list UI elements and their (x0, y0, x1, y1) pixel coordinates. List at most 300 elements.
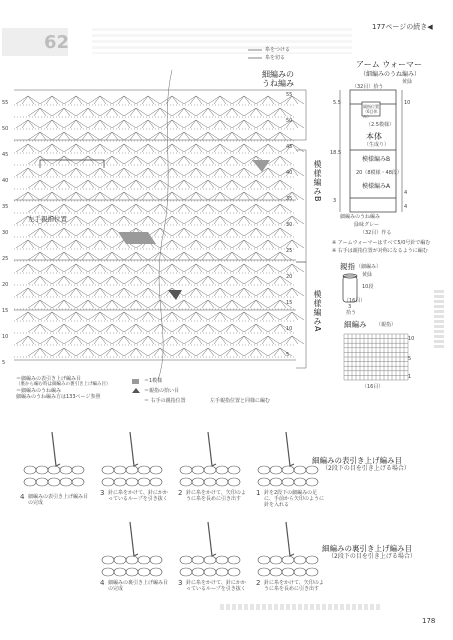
fan-stitch (100, 108, 124, 116)
thumb-width: 3 (348, 304, 352, 310)
fan-stitch (40, 120, 64, 128)
fan-stitch (88, 336, 112, 344)
fan-stitch (40, 336, 64, 344)
fan-stitch (124, 204, 148, 212)
fan-stitch (256, 288, 280, 296)
fan-stitch (256, 168, 280, 176)
fan-stitch (28, 108, 52, 116)
label-pattern-a: 模様編みA (313, 290, 322, 333)
armwarmer-note-1: ※ アームウォーマーはすべて5/0号針で編む (332, 240, 431, 246)
side-watermark (434, 290, 444, 350)
fan-stitch (172, 180, 196, 188)
armwarmer-dim-4: 4 (404, 190, 408, 196)
armwarmer-bottom-count: （32目）作る (360, 230, 392, 236)
fan-stitch (124, 156, 148, 164)
fan-stitch (184, 288, 208, 296)
armwarmer-body-color: （生成り） (364, 142, 390, 148)
fan-stitch (52, 228, 76, 236)
stitch-loop (270, 478, 282, 486)
label-left-thumb: 左手親指位置 (28, 215, 67, 223)
fan-stitch (160, 96, 184, 104)
stitch-loop (114, 568, 126, 576)
fan-stitch (172, 132, 196, 140)
thumb-title: 親指 (340, 262, 355, 271)
fan-stitch (184, 192, 208, 200)
armwarmer-dim-5: 4 (404, 204, 408, 210)
tech2-step4-text: 細編みの裏引き上げ編み目の完成 (108, 580, 169, 592)
fan-stitch (244, 132, 268, 140)
fan-stitch (208, 240, 232, 248)
fan-stitch (124, 300, 148, 308)
stitch-loop (192, 466, 204, 474)
fan-stitch (124, 180, 148, 188)
fan-stitch (196, 180, 220, 188)
fan-stitch (112, 192, 136, 200)
fan-stitch (172, 228, 196, 236)
thumb-height: 10段 (362, 284, 374, 290)
fan-stitch (16, 288, 40, 296)
fan-stitch (76, 276, 100, 284)
stitch-loop (294, 478, 306, 486)
stitch-loop (270, 568, 282, 576)
thumb-chart-row-10: 10 (408, 336, 415, 342)
fan-stitch (40, 240, 64, 248)
stitch-loop (150, 466, 162, 474)
stitch-loop (126, 478, 138, 486)
fan-stitch (88, 216, 112, 224)
fan-stitch (136, 168, 160, 176)
fan-stitch (76, 300, 100, 308)
fan-stitch (136, 216, 160, 224)
fan-stitch (220, 252, 244, 260)
stitch-loop (228, 568, 240, 576)
fan-stitch (160, 240, 184, 248)
fan-stitch (64, 96, 88, 104)
stitch-loop (228, 478, 240, 486)
fan-stitch (160, 216, 184, 224)
fan-stitch (52, 108, 76, 116)
thumb-color: 黄緑 (362, 272, 373, 278)
fan-stitch (220, 156, 244, 164)
fan-stitch (52, 180, 76, 188)
fan-stitch (40, 96, 64, 104)
stitch-loop (114, 466, 126, 474)
thumb-chart-count: （16目） (362, 384, 384, 390)
stitch-loop (258, 478, 270, 486)
label-rib-top: 細編みの うね編み (262, 70, 294, 88)
fan-stitch (256, 216, 280, 224)
fan-stitch (64, 264, 88, 272)
technique1-title: 細編みの表引き上げ編み目 (312, 456, 402, 465)
row-numbers-left: 55 50 45 40 35 30 25 20 15 10 5 (2, 100, 9, 366)
fan-stitch (244, 228, 268, 236)
tech1-step2-text: 針に糸をかけて、矢印のように糸を長めに引き出す (186, 490, 246, 502)
stitch-loop (138, 478, 150, 486)
fan-stitch (76, 348, 100, 356)
fan-stitch (52, 276, 76, 284)
fan-stitch (64, 120, 88, 128)
fan-stitch (88, 264, 112, 272)
stitch-loop (306, 466, 318, 474)
fan-stitch (220, 204, 244, 212)
fan-stitch (196, 204, 220, 212)
fan-stitch (232, 96, 256, 104)
armwarmer-bottom-rib: 細編みのうね編み (340, 214, 381, 220)
stitch-loop (72, 478, 84, 486)
fan-stitch (112, 120, 136, 128)
fan-stitch (88, 96, 112, 104)
fan-stitch (136, 264, 160, 272)
fan-stitch (172, 324, 196, 332)
stitch-loop (180, 556, 192, 564)
fan-stitch (244, 324, 268, 332)
bottom-ghost-line (220, 604, 380, 610)
fan-stitch (196, 276, 220, 284)
technique1-subtitle: （2段下の目を引き上げる場合） (322, 465, 410, 472)
stitch-loop (60, 466, 72, 474)
stitch-loop (282, 466, 294, 474)
fan-stitch (64, 144, 88, 152)
fan-stitch (112, 312, 136, 320)
stitch-loop (216, 466, 228, 474)
fan-stitch (136, 288, 160, 296)
fan-stitch (64, 312, 88, 320)
stitch-loop (204, 556, 216, 564)
stitch-loop (36, 466, 48, 474)
thumb-chart-note: （親指） (376, 322, 397, 328)
thumb-chart-title: 細編み (344, 320, 367, 329)
fan-stitch (220, 132, 244, 140)
fan-stitch (244, 252, 268, 260)
stitch-loop (306, 568, 318, 576)
fan-stitch (52, 204, 76, 212)
fan-stitch (232, 264, 256, 272)
fan-stitch (244, 180, 268, 188)
armwarmer-body: 本体 (366, 132, 382, 141)
fan-stitch (148, 180, 172, 188)
armwarmer-thumb-note: 親指位置（6目休み） (363, 104, 379, 119)
stitch-loop (126, 556, 138, 564)
fan-stitch (244, 204, 268, 212)
fan-stitch (112, 96, 136, 104)
stitch-loop (102, 556, 114, 564)
fan-stitch (28, 228, 52, 236)
row-numbers-right: 55 50 45 40 35 30 25 20 15 10 5 (286, 92, 293, 358)
fan-stitch (160, 168, 184, 176)
fan-stitch (52, 300, 76, 308)
tech1-step3-num: 3 (100, 489, 105, 497)
fan-stitch (136, 120, 160, 128)
tech2-step2-text: 針に糸をかけて、矢印のように糸を長めに引き出す (264, 580, 324, 592)
fan-stitch (208, 120, 232, 128)
fan-stitch (148, 156, 172, 164)
fan-stitch (28, 180, 52, 188)
tech1-step1-num: 1 (256, 489, 261, 497)
armwarmer-dim-1: 5.5 (333, 100, 341, 106)
fan-stitch (220, 324, 244, 332)
stitch-loop (258, 466, 270, 474)
fan-stitch (124, 132, 148, 140)
thumb-marker (168, 290, 182, 300)
page-number: 178 (422, 617, 436, 625)
fan-stitch (184, 168, 208, 176)
stitch-loop (102, 478, 114, 486)
tech2-step3-num: 3 (178, 579, 183, 587)
stitch-loop (192, 568, 204, 576)
tech2-step3-text: 針に糸をかけて、針にかかっているループを引き抜く (186, 580, 246, 592)
fan-stitch (136, 336, 160, 344)
fan-stitch (232, 168, 256, 176)
fan-stitch (196, 108, 220, 116)
fan-stitch (52, 252, 76, 260)
fan-stitch (172, 108, 196, 116)
stitch-loop (180, 568, 192, 576)
fan-stitch (160, 120, 184, 128)
stitch-loop (216, 556, 228, 564)
armwarmer-dim-6: 3 (333, 198, 337, 204)
fan-stitch (64, 216, 88, 224)
fan-stitch (16, 336, 40, 344)
legend-col1: ＝細編みの表引き上げ編み目 （裏から編む時は細編みの裏引き上げ編み目） ＝細編みのうね編み 細編みのうね編み方は133ページ参照 (16, 376, 111, 400)
stitch-loop (102, 466, 114, 474)
armwarmer-subtitle: （細編みのうね編み） (360, 71, 421, 78)
fan-stitch (256, 240, 280, 248)
fan-stitch (88, 312, 112, 320)
fan-stitch (208, 264, 232, 272)
fan-stitch (64, 240, 88, 248)
fan-stitch (160, 192, 184, 200)
fan-stitch (136, 96, 160, 104)
fan-stitch (208, 288, 232, 296)
stitch-loop (294, 556, 306, 564)
stitch-loop (180, 466, 192, 474)
fan-stitch (232, 312, 256, 320)
thumb-chart-grid (344, 334, 408, 380)
fan-stitch (208, 192, 232, 200)
fan-stitches (14, 96, 304, 357)
thumb-count: （16目） (344, 298, 366, 304)
fan-stitch (64, 192, 88, 200)
fan-stitch (28, 300, 52, 308)
fan-stitch (256, 120, 280, 128)
fan-stitch (208, 144, 232, 152)
stitch-loop (192, 556, 204, 564)
fan-stitch (88, 144, 112, 152)
technique2-subtitle: （2段下の目を引き上げる場合） (328, 553, 416, 560)
armwarmer-dim-2: 18.5 (330, 150, 342, 156)
stitch-loop (150, 568, 162, 576)
fan-stitch (196, 132, 220, 140)
fan-stitch (136, 192, 160, 200)
fan-stitch (88, 168, 112, 176)
fan-stitch (232, 192, 256, 200)
armwarmer-note-2: ※ 右手は親指位置が対称になるように編む (332, 248, 428, 254)
fan-stitch (100, 300, 124, 308)
fan-stitch (184, 312, 208, 320)
thumb-shade-right (252, 160, 270, 172)
legend-swatch-pattern (132, 379, 139, 384)
fan-stitch (172, 276, 196, 284)
stitch-loop (258, 568, 270, 576)
stitch-loop (270, 466, 282, 474)
fan-stitch (232, 336, 256, 344)
stitch-loop (24, 466, 36, 474)
fan-stitch (100, 132, 124, 140)
fan-stitch (220, 108, 244, 116)
fan-stitch (220, 276, 244, 284)
fan-stitch (124, 348, 148, 356)
fan-stitch (76, 228, 100, 236)
fan-stitch (16, 168, 40, 176)
yarn-path (158, 70, 172, 380)
fan-stitch (112, 264, 136, 272)
fan-stitch (160, 312, 184, 320)
fan-stitch (148, 204, 172, 212)
fan-stitch (40, 264, 64, 272)
stitch-loop (270, 556, 282, 564)
thumb-chart-row-5: 5 (408, 356, 412, 362)
tech1-step4-text: 細編みの表引き上げ編み目の完成 (28, 494, 89, 506)
fan-stitch (208, 96, 232, 104)
fan-stitch (184, 96, 208, 104)
stitch-loop (126, 466, 138, 474)
tech1-step1-text: 針を2段下の細編みの足に、手前から矢印のように針を入れる (264, 490, 325, 508)
fan-stitch (100, 348, 124, 356)
fan-stitch (160, 336, 184, 344)
fan-stitch (196, 156, 220, 164)
fan-stitch (256, 144, 280, 152)
stitch-loop (306, 478, 318, 486)
fan-stitch (16, 192, 40, 200)
fan-stitch (28, 324, 52, 332)
crochet-hook (286, 522, 294, 556)
fan-stitch (148, 324, 172, 332)
fan-stitch (244, 276, 268, 284)
fan-stitch (76, 204, 100, 212)
fan-stitch (256, 264, 280, 272)
fan-stitch (28, 276, 52, 284)
fan-stitch (208, 168, 232, 176)
fan-stitch (184, 336, 208, 344)
fan-stitch (172, 252, 196, 260)
fan-stitch (112, 336, 136, 344)
fan-stitch (136, 144, 160, 152)
fan-stitch (184, 264, 208, 272)
stitch-loop (204, 478, 216, 486)
fan-stitch (64, 288, 88, 296)
thumb-subtitle: （細編み） (356, 264, 382, 270)
stitch-loop (192, 478, 204, 486)
technique2-title: 細編みの裏引き上げ編み目 (322, 544, 412, 553)
stitch-loop (282, 478, 294, 486)
fan-stitch (148, 276, 172, 284)
fan-stitch (220, 180, 244, 188)
fan-stitch (256, 96, 280, 104)
armwarmer-pattern-a: 模様編みA (362, 183, 391, 190)
tech2-step2-num: 2 (256, 579, 261, 587)
stitch-loop (48, 466, 60, 474)
stitch-loop (114, 478, 126, 486)
fan-stitch (16, 264, 40, 272)
stitch-loop (138, 556, 150, 564)
fan-stitch (196, 300, 220, 308)
armwarmer-top-count: （32目）拾う (352, 84, 384, 90)
thumb-count-label: 拾う (346, 310, 357, 316)
fan-stitch (220, 300, 244, 308)
fan-stitch (16, 120, 40, 128)
legend-band (0, 398, 453, 438)
fan-stitch (16, 144, 40, 152)
stitch-loop (150, 478, 162, 486)
fan-stitch (40, 192, 64, 200)
fan-stitch (160, 144, 184, 152)
fan-stitch (244, 348, 268, 356)
stitch-loop (282, 568, 294, 576)
fan-stitch (220, 228, 244, 236)
fan-stitch (172, 156, 196, 164)
fan-stitch (136, 312, 160, 320)
crochet-hook (130, 522, 138, 556)
fan-stitch (232, 216, 256, 224)
fan-stitch (124, 108, 148, 116)
fan-stitch (52, 324, 76, 332)
stitch-loop (138, 568, 150, 576)
fan-stitch (76, 324, 100, 332)
fan-stitch (88, 120, 112, 128)
stitch-loop (294, 466, 306, 474)
fan-stitch (16, 96, 40, 104)
fan-stitch (184, 240, 208, 248)
fan-stitch (112, 144, 136, 152)
fan-stitch (64, 168, 88, 176)
fan-stitch (232, 240, 256, 248)
armwarmer-band: （2.5模様） (366, 122, 394, 128)
fan-stitch (40, 168, 64, 176)
fan-stitch (28, 348, 52, 356)
fan-stitch (160, 264, 184, 272)
legend-swatch-thumb (132, 388, 140, 393)
fan-stitch (244, 108, 268, 116)
tech1-step2-num: 2 (178, 489, 183, 497)
fan-stitch (232, 144, 256, 152)
fan-stitch (196, 348, 220, 356)
fan-stitch (208, 312, 232, 320)
stitch-loop (138, 466, 150, 474)
fan-stitch (16, 240, 40, 248)
fan-stitch (100, 180, 124, 188)
stitch-loop (228, 556, 240, 564)
fan-stitch (16, 312, 40, 320)
continuation-label: 177ページの続き◀ (372, 23, 433, 31)
stitch-loop (126, 568, 138, 576)
fan-stitch (256, 192, 280, 200)
stitch-loop (294, 568, 306, 576)
stitch-loop (204, 466, 216, 474)
stitch-loop (36, 478, 48, 486)
fan-stitch (196, 324, 220, 332)
fan-stitch (88, 288, 112, 296)
armwarmer-color: 黄緑 (402, 79, 413, 85)
tech1-step4-num: 4 (20, 493, 25, 501)
armwarmer-pattern-a-note: 20（8模様・48段） (356, 170, 402, 176)
fan-stitch (40, 312, 64, 320)
tech2-step4-num: 4 (100, 579, 105, 587)
stitch-loop (258, 556, 270, 564)
legend-attach: 糸をつける (265, 47, 291, 53)
stitch-loop (180, 478, 192, 486)
stitch-loop (204, 568, 216, 576)
one-pattern-shade (118, 232, 156, 244)
